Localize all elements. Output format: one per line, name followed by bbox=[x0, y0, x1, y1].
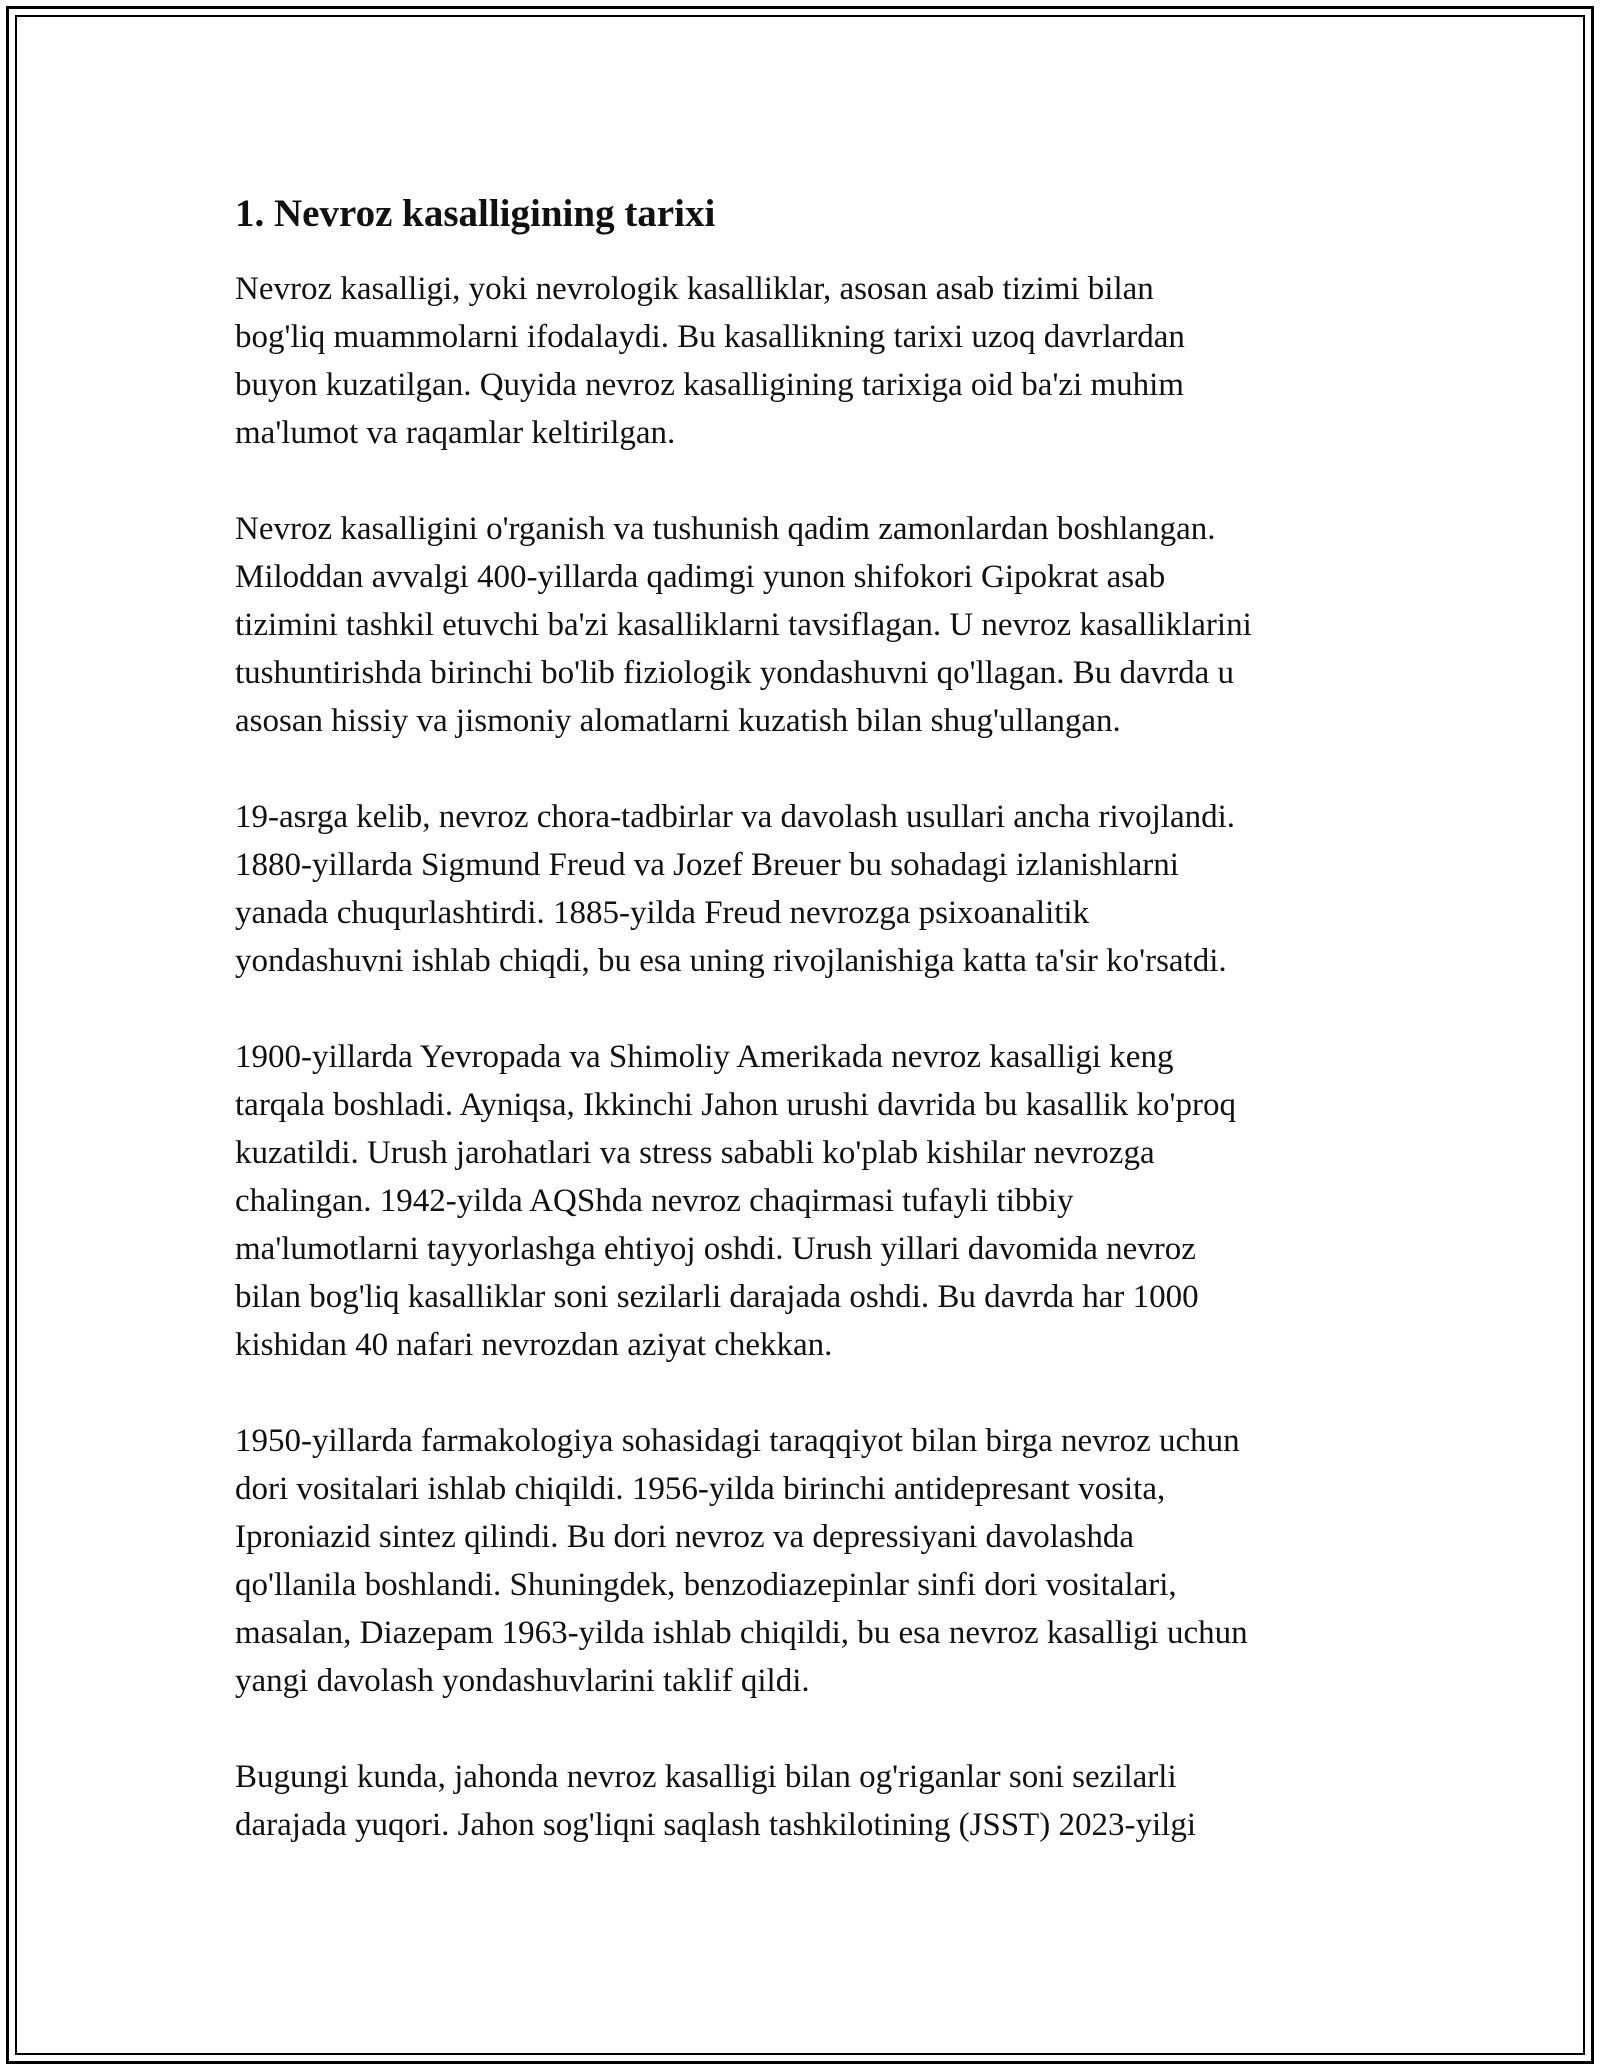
text-line: yondashuvni ishlab chiqdi, bu esa uning rivojlanishiga katta ta'sir ko'rsatdi. bbox=[235, 943, 1227, 979]
text-line: masalan, Diazepam 1963-yilda ishlab chiqildi, bu esa nevroz kasalligi uchun bbox=[235, 1615, 1248, 1651]
text-line: 19-asrga kelib, nevroz chora-tadbirlar va davolash usullari ancha rivojlandi. bbox=[235, 799, 1236, 835]
paragraph-1900s bbox=[235, 1033, 1400, 1369]
text-line: 1900-yillarda Yevropada va Shimoliy Amerikada nevroz kasalligi keng bbox=[235, 1039, 1174, 1075]
paragraph-ancient-history bbox=[235, 505, 1400, 745]
paragraph-intro bbox=[235, 265, 1400, 457]
paragraph-today bbox=[235, 1753, 1400, 1849]
text-line: buyon kuzatilgan. Quyida nevroz kasalligining tarixiga oid ba'zi muhim bbox=[235, 367, 1184, 403]
text-line: Iproniazid sintez qilindi. Bu dori nevroz va depressiyani davolashda bbox=[235, 1519, 1135, 1555]
text-line: yanada chuqurlashtirdi. 1885-yilda Freud nevrozga psixoanalitik bbox=[235, 895, 1090, 931]
paragraph-1950s bbox=[235, 1417, 1400, 1705]
text-line: Miloddan avvalgi 400-yillarda qadimgi yunon shifokori Gipokrat asab bbox=[235, 559, 1166, 595]
text-line: 1880-yillarda Sigmund Freud va Jozef Breuer bu sohadagi izlanishlarni bbox=[235, 847, 1179, 883]
text-line: bog'liq muammolarni ifodalaydi. Bu kasallikning tarixi uzoq davrlardan bbox=[235, 319, 1185, 355]
text-line: tizimini tashkil etuvchi ba'zi kasalliklarni tavsiflagan. U nevroz kasalliklarini bbox=[235, 607, 1252, 643]
section-heading: 1. Nevroz kasalligining tarixi bbox=[235, 192, 716, 235]
text-line: ma'lumot va raqamlar keltirilgan. bbox=[235, 415, 676, 451]
text-line: ma'lumotlarni tayyorlashga ehtiyoj oshdi. Urush yillari davomida nevroz bbox=[235, 1231, 1196, 1267]
text-line: Nevroz kasalligi, yoki nevrologik kasalliklar, asosan asab tizimi bilan bbox=[235, 271, 1154, 307]
text-line: 1950-yillarda farmakologiya sohasidagi taraqqiyot bilan birga nevroz uchun bbox=[235, 1423, 1240, 1459]
text-line: kuzatildi. Urush jarohatlari va stress sababli ko'plab kishilar nevrozga bbox=[235, 1135, 1155, 1171]
text-line: Nevroz kasalligini o'rganish va tushunish qadim zamonlardan boshlangan. bbox=[235, 511, 1216, 547]
text-line: Bugungi kunda, jahonda nevroz kasalligi bilan og'riganlar soni sezilarli bbox=[235, 1759, 1177, 1795]
text-line: yangi davolash yondashuvlarini taklif qildi. bbox=[235, 1663, 810, 1699]
text-line: tarqala boshladi. Ayniqsa, Ikkinchi Jahon urushi davrida bu kasallik ko'proq bbox=[235, 1087, 1236, 1123]
document-body bbox=[235, 186, 1400, 1849]
text-line: kishidan 40 nafari nevrozdan aziyat chekkan. bbox=[235, 1327, 833, 1363]
text-line: bilan bog'liq kasalliklar soni sezilarli darajada oshdi. Bu davrda har 1000 bbox=[235, 1279, 1199, 1315]
text-line: chalingan. 1942-yilda AQShda nevroz chaqirmasi tufayli tibbiy bbox=[235, 1183, 1074, 1219]
text-line: qo'llanila boshlandi. Shuningdek, benzodiazepinlar sinfi dori vositalari, bbox=[235, 1567, 1177, 1603]
paragraph-19th-century bbox=[235, 793, 1400, 985]
text-line: tushuntirishda birinchi bo'lib fiziologik yondashuvni qo'llagan. Bu davrda u bbox=[235, 655, 1235, 691]
text-line: dori vositalari ishlab chiqildi. 1956-yilda birinchi antidepresant vosita, bbox=[235, 1471, 1166, 1507]
text-line: asosan hissiy va jismoniy alomatlarni kuzatish bilan shug'ullangan. bbox=[235, 703, 1121, 739]
text-line: darajada yuqori. Jahon sog'liqni saqlash tashkilotining (JSST) 2023-yilgi bbox=[235, 1807, 1197, 1843]
